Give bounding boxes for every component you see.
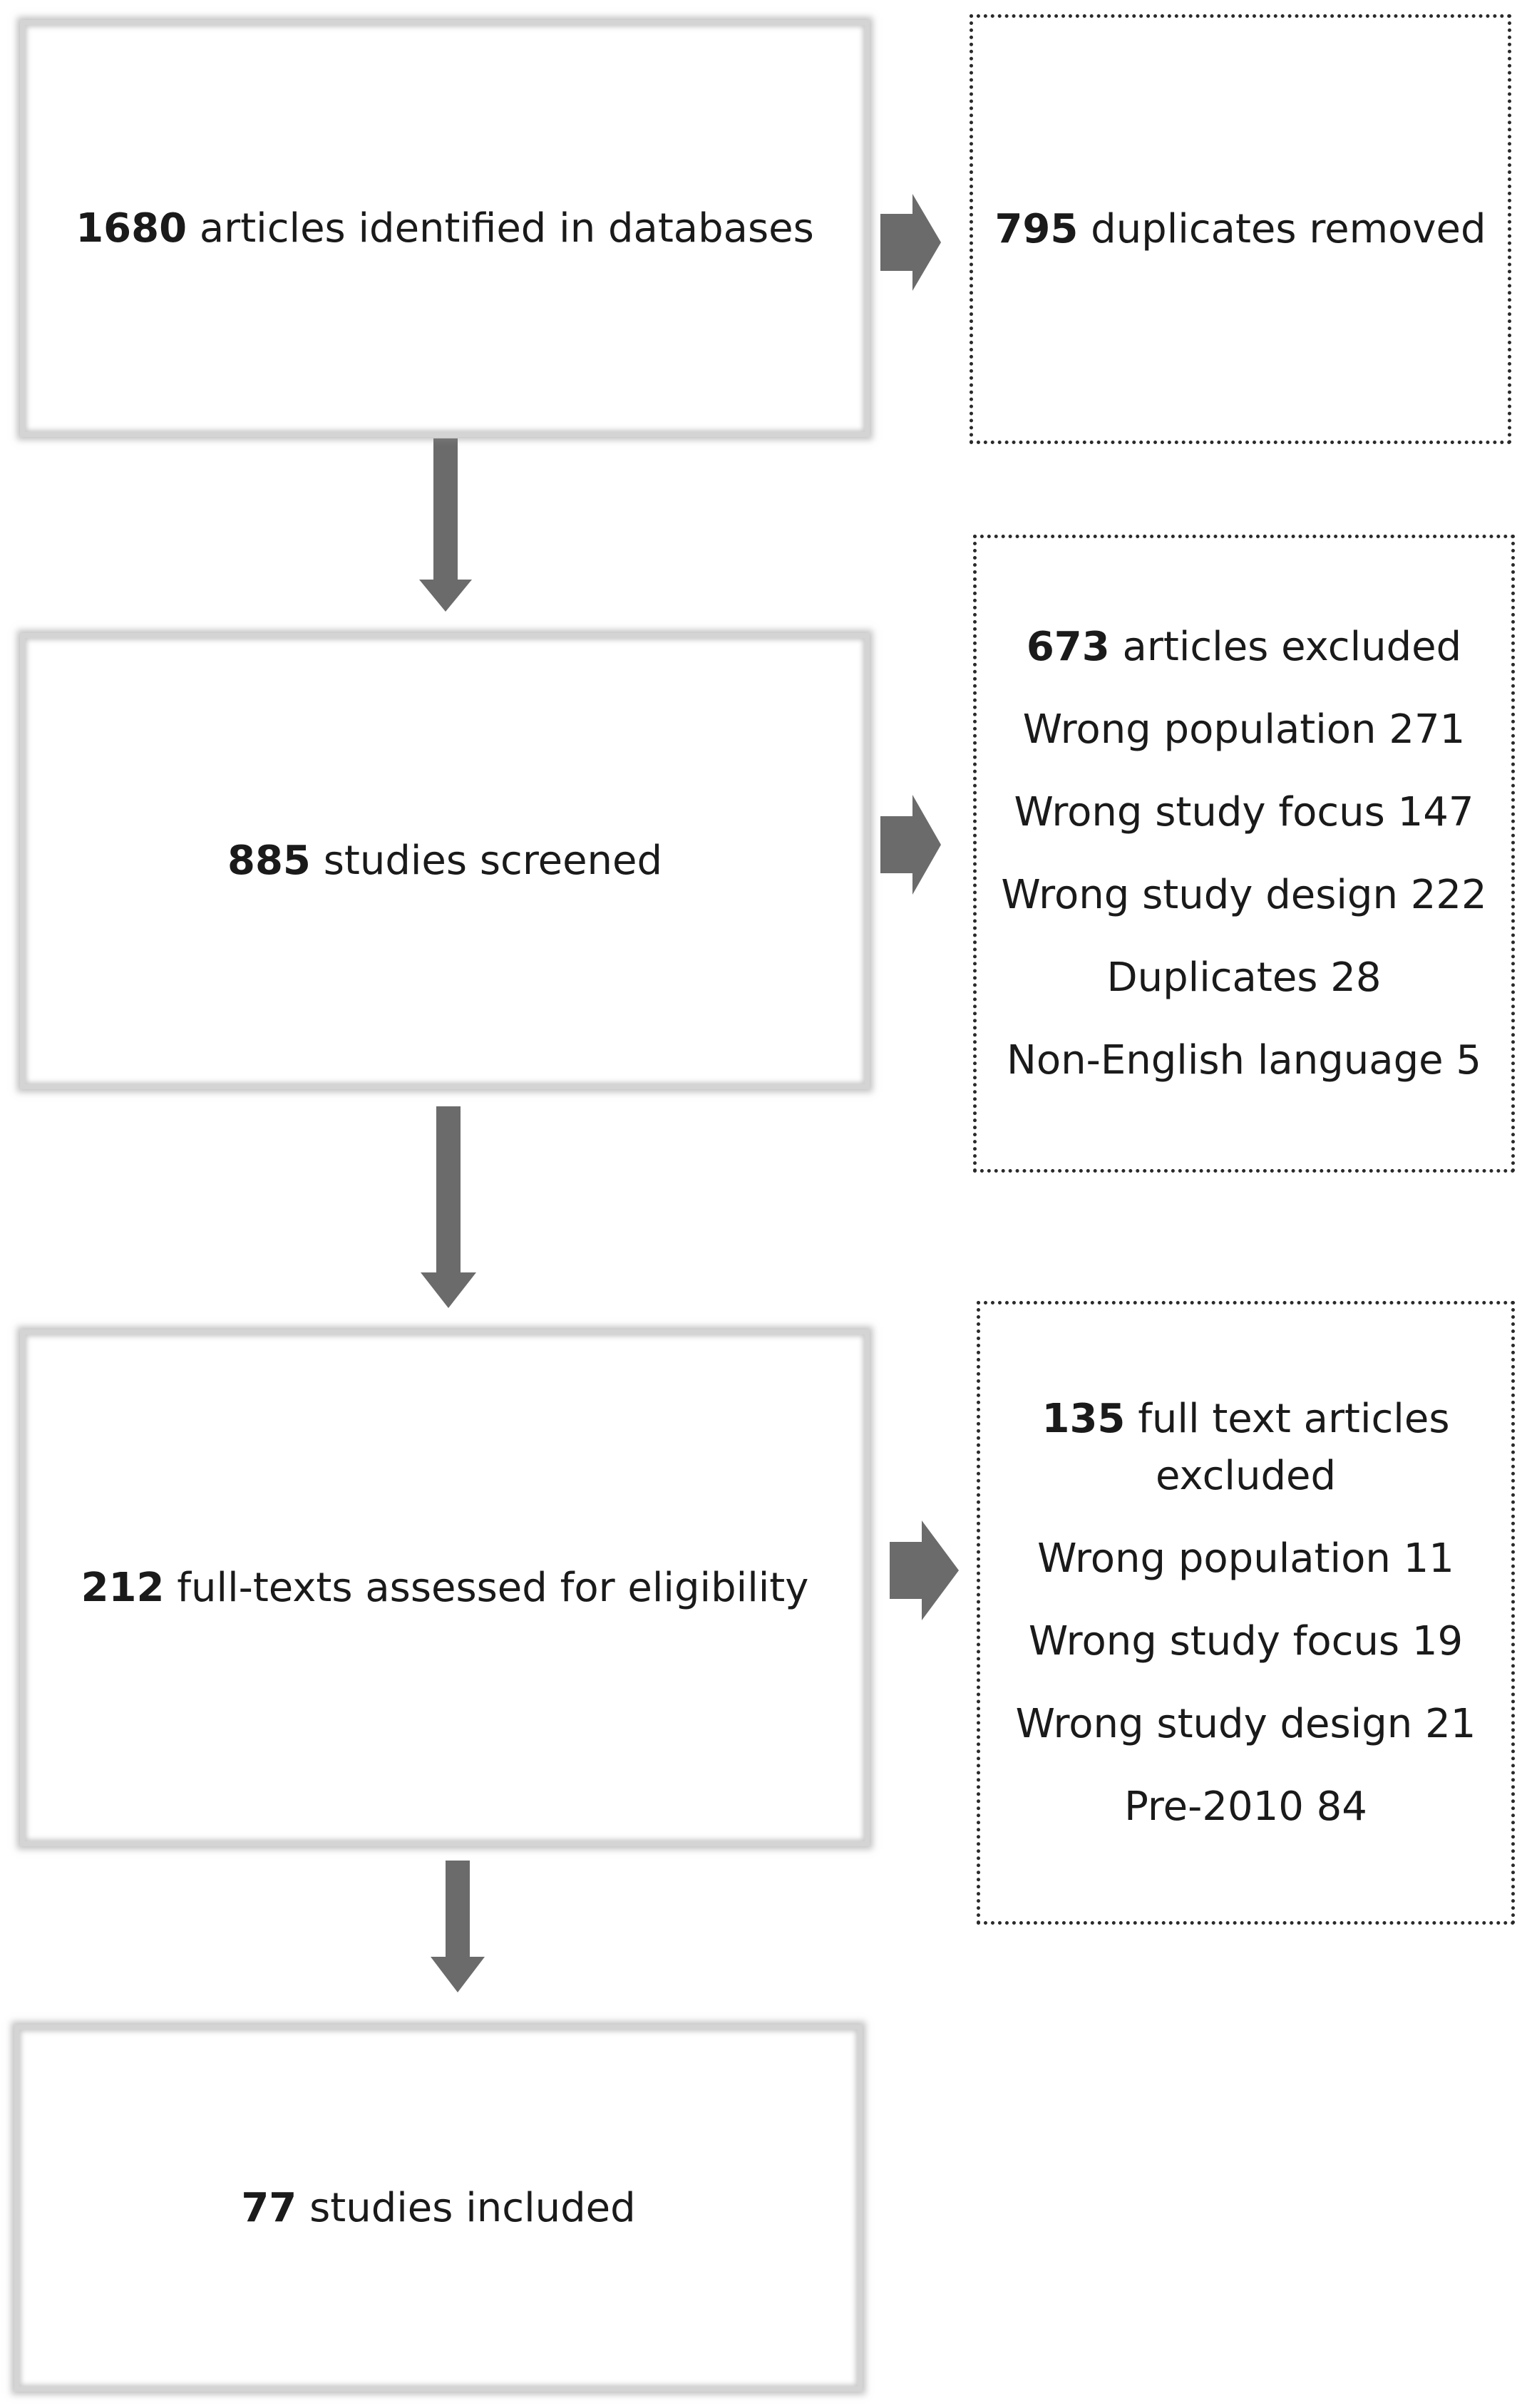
excluded-screening-text: articles excluded: [1109, 623, 1462, 670]
full-texts-text: full-texts assessed for eligibility: [164, 1564, 809, 1611]
screened-text: studies screened: [310, 838, 663, 884]
excluded-screening-header: [1027, 619, 1461, 676]
full-texts-count: 212: [81, 1564, 165, 1611]
excluded-full-text-reason: Pre-2010 84: [1124, 1783, 1367, 1830]
excluded-full-text-reason: Wrong population 11: [1037, 1535, 1454, 1582]
duplicates-removed-count: 795: [994, 205, 1079, 252]
duplicates-removed-box: [970, 14, 1511, 444]
excluded-screening-count: 673: [1026, 623, 1110, 670]
arrow-down-icon: [431, 1861, 485, 1992]
excluded-full-text-count: 135: [1042, 1395, 1126, 1442]
excluded-reason: Duplicates 28: [1106, 954, 1382, 1001]
duplicates-removed-text: duplicates removed: [1078, 205, 1486, 252]
arrow-down-icon: [419, 438, 472, 612]
identified-label: [76, 200, 814, 257]
included-count: 77: [241, 2184, 297, 2231]
full-texts-label: [81, 1560, 809, 1617]
included-label: [241, 2180, 635, 2237]
arrow-right-icon: [880, 194, 941, 291]
identified-count: 1680: [76, 205, 187, 252]
arrow-right-icon: [880, 795, 941, 895]
identified-box: [20, 20, 870, 437]
excluded-full-text-box: [977, 1301, 1515, 1925]
arrow-down-icon: [421, 1106, 476, 1308]
excluded-reason: Wrong study design 222: [1001, 871, 1487, 918]
excluded-reason: Wrong population 271: [1022, 706, 1466, 753]
excluded-full-text-text: full text articles excluded: [1125, 1395, 1450, 1499]
identified-text: articles identified in databases: [187, 205, 814, 252]
excluded-full-text-reason: Wrong study focus 19: [1028, 1617, 1464, 1664]
included-text: studies included: [297, 2184, 636, 2231]
excluded-full-text-header: [1025, 1391, 1467, 1505]
screened-count: 885: [227, 838, 311, 884]
full-texts-box: [20, 1329, 870, 1846]
excluded-reason: Wrong study focus 147: [1014, 788, 1474, 835]
screened-label: [227, 833, 662, 890]
included-box: [14, 2024, 863, 2392]
excluded-screening-box: [973, 535, 1515, 1173]
arrow-right-icon: [890, 1521, 959, 1620]
duplicates-removed-label: [994, 201, 1486, 258]
excluded-full-text-reason: Wrong study design 21: [1015, 1700, 1476, 1747]
screened-box: [20, 633, 870, 1089]
excluded-reason: Non-English language 5: [1006, 1036, 1481, 1084]
